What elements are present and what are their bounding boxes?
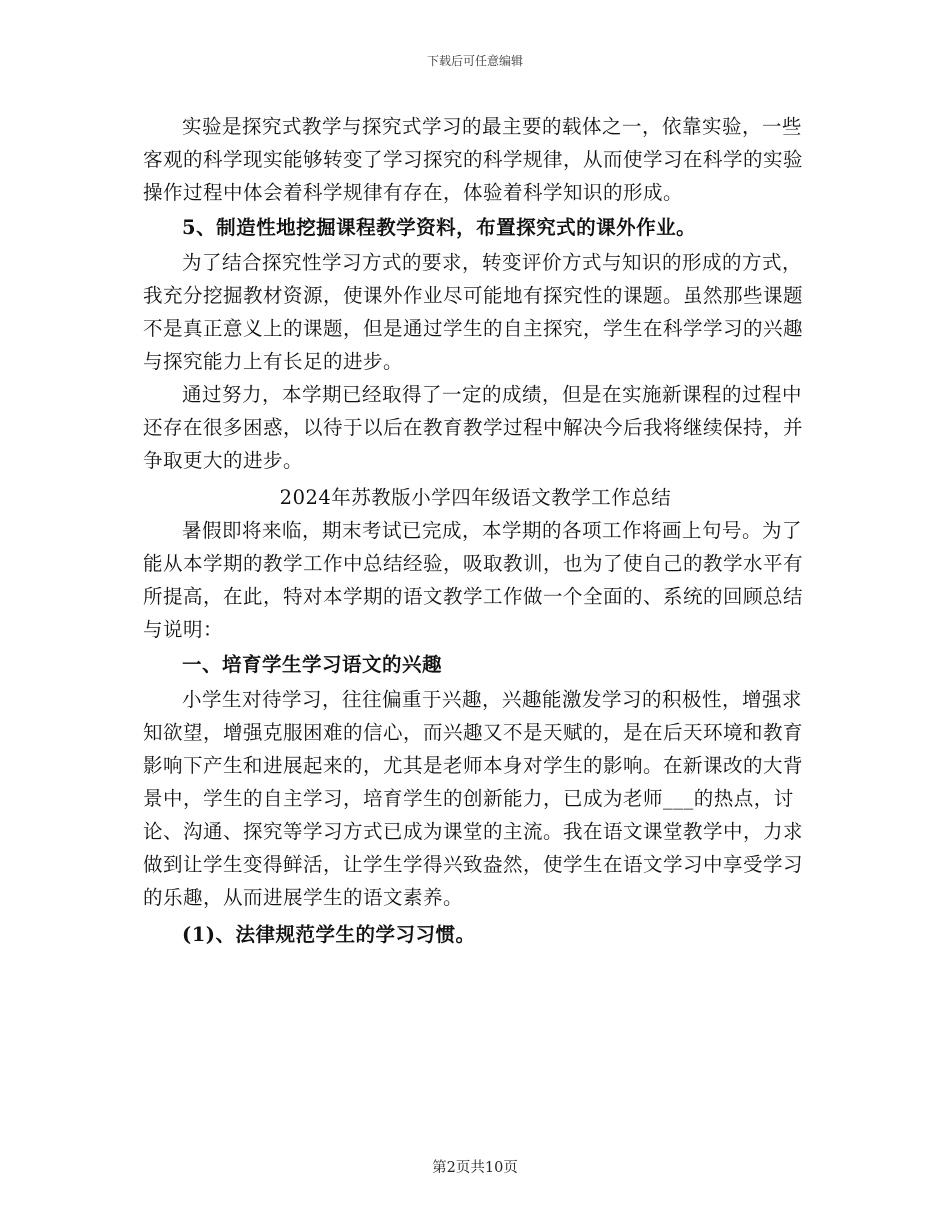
paragraph-interest: 小学生对待学习，往往偏重于兴趣，兴趣能激发学习的积极性，增强求知欲望，增强克服困难的信心，而兴趣又不是天赋的，是在后天环境和教育影响下产生和进展起来的，尤其是老师本身对学生的影响。在新课改的大背景中，学生的自主学习，培育学生的创新能力，已成为老师___的热点，讨论、沟通、探究等学习方式已成为课堂的主流。我在语文课堂教学中，力求做到让学生变得鲜活，让学生学得兴致盎然，使学生在语文学习中享受学习的乐趣，从而进展学生的语文素养。: [143, 688, 804, 909]
paragraph-experiment: 实验是探究式教学与探究式学习的最主要的载体之一，依靠实验，一些客观的科学现实能够转变了学习探究的科学规律，从而使学习在科学的实验操作过程中体会着科学规律有存在，体验着科学知识的形成。: [143, 115, 804, 204]
subsection-heading-1: (1)、法律规范学生的学习习惯。: [182, 923, 476, 946]
document-title: 2024年苏教版小学四年级语文教学工作总结: [279, 486, 672, 509]
page-number: 第2页共10页: [432, 1160, 518, 1176]
section-heading-1: 一、培育学生学习语文的兴趣: [182, 653, 443, 676]
page-header: 下载后可任意编辑: [426, 54, 523, 68]
paragraph-effort: 通过努力，本学期已经取得了一定的成绩，但是在实施新课程的过程中还存在很多困惑，以待于以后在教育教学过程中解决今后我将继续保持，并争取更大的进步。: [143, 383, 804, 472]
section-heading-5: 5、制造性地挖掘课程教学资料，布置探究式的课外作业。: [182, 216, 697, 239]
paragraph-intro: 暑假即将来临，期末考试已完成，本学期的各项工作将画上句号。为了能从本学期的教学工作中总结经验，吸取教训，也为了使自己的教学水平有所提高，在此，特对本学期的语文教学工作做一个全面的、系统的回顾总结与说明：: [143, 519, 804, 641]
paragraph-homework: 为了结合探究性学习方式的要求，转变评价方式与知识的形成的方式，我充分挖掘教材资源，使课外作业尽可能地有探究性的课题。虽然那些课题不是真正意义上的课题，但是通过学生的自主探究，学生在科学学习的兴趣与探究能力上有长足的进步。: [143, 251, 804, 373]
document-body: [143, 110, 808, 953]
